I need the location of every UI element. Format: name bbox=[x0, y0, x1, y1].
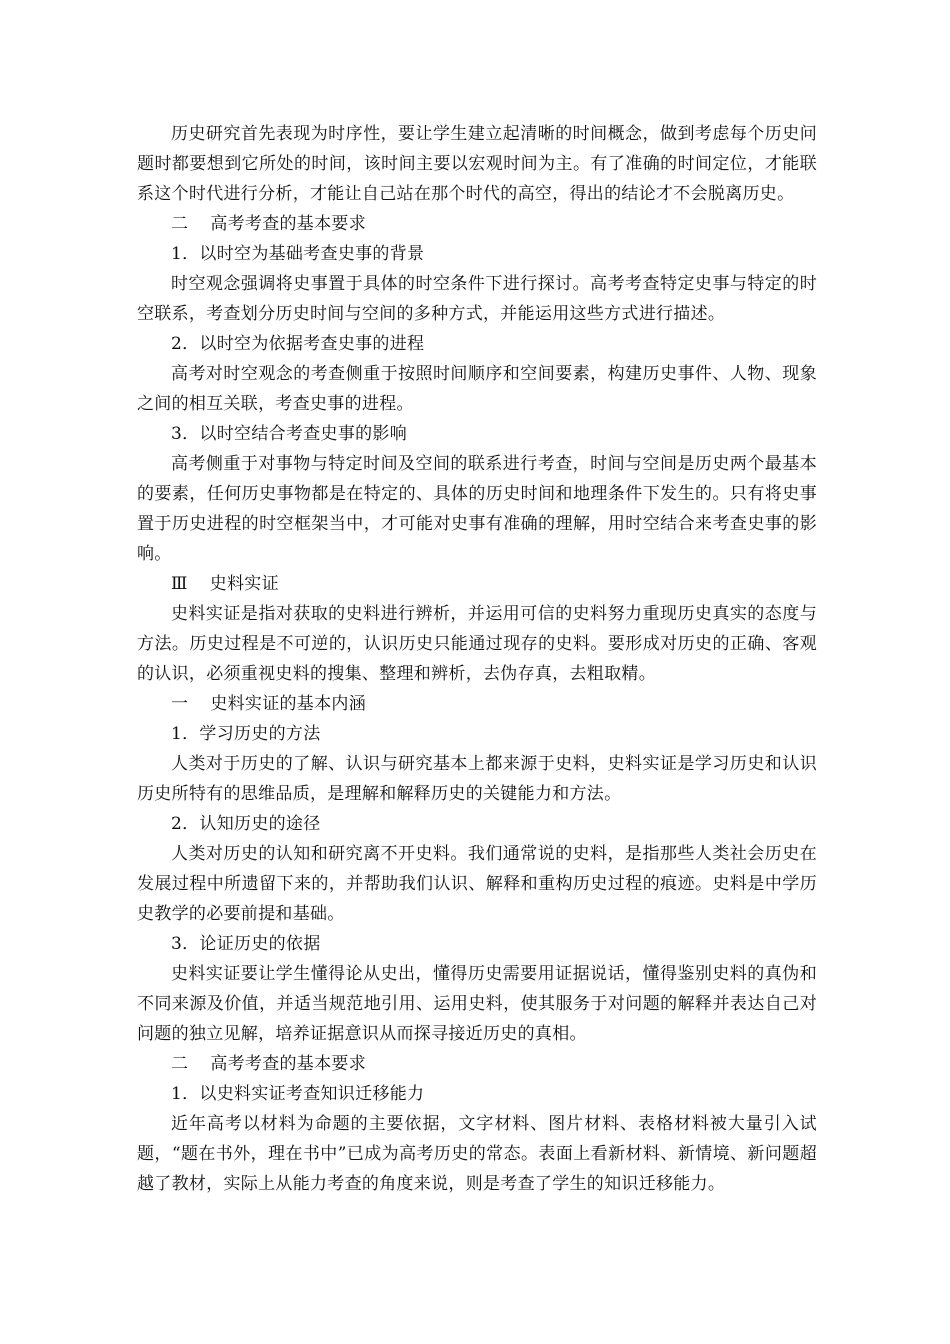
subheading: 1．以史料实证考查知识迁移能力 bbox=[171, 1084, 425, 1104]
paragraph: 史料实证要让学生懂得论从史出，懂得历史需要用证据说话，懂得鉴别史料的真伪和不同来源及价值，并适当规范地引用、运用史料，使其服务于对问题的解释并表达自己对问题的独立见解，培养证据意识从而探寻接近历史的真相。 bbox=[137, 964, 817, 1044]
paragraph: 时空观念强调将史事置于具体的时空条件下进行探讨。高考考查特定史事与特定的时空联系，考查划分历史时间与空间的多种方式，并能运用这些方式进行描述。 bbox=[137, 274, 817, 324]
section-heading bbox=[137, 1049, 817, 1079]
paragraph: 史料实证是指对获取的史料进行辨析，并运用可信的史料努力重现历史真实的态度与方法。历史过程是不可逆的，认识历史只能通过现存的史料。要形成对历史的正确、客观的认识，必须重视史料的搜集、整理和辨析，去伪存真，去粗取精。 bbox=[137, 604, 817, 684]
paragraph: 高考对时空观念的考查侧重于按照时间顺序和空间要素，构建历史事件、人物、现象之间的相互关联，考查史事的进程。 bbox=[137, 364, 817, 414]
subheading: 1．学习历史的方法 bbox=[171, 724, 321, 744]
section-number: 二 bbox=[171, 1054, 189, 1074]
section-title: 高考考查的基本要求 bbox=[210, 214, 367, 234]
subheading: 2．以时空为依据考查史事的进程 bbox=[171, 334, 425, 354]
part-title: 史料实证 bbox=[209, 574, 279, 594]
section-number: 二 bbox=[171, 214, 189, 234]
subheading: 1．以时空为基础考查史事的背景 bbox=[171, 244, 425, 264]
section-heading bbox=[137, 209, 817, 239]
paragraph: 近年高考以材料为命题的主要依据，文字材料、图片材料、表格材料被大量引入试题，“题在书外，理在书中”已成为高考历史的常态。表面上看新材料、新情境、新问题超越了教材，实际上从能力考查的角度来说，则是考查了学生的知识迁移能力。 bbox=[137, 1114, 817, 1194]
paragraph: 历史研究首先表现为时序性，要让学生建立起清晰的时间概念，做到考虑每个历史问题时都要想到它所处的时间，该时间主要以宏观时间为主。有了准确的时间定位，才能联系这个时代进行分析，才能让自己站在那个时代的高空，得出的结论才不会脱离历史。 bbox=[137, 124, 817, 204]
part-heading bbox=[137, 569, 817, 599]
subheading: 2．认知历史的途径 bbox=[171, 814, 321, 834]
section-number: 一 bbox=[171, 694, 189, 714]
section-title: 高考考查的基本要求 bbox=[210, 1054, 367, 1074]
section-heading bbox=[137, 689, 817, 719]
document-body bbox=[137, 119, 817, 1199]
paragraph: 人类对历史的认知和研究离不开史料。我们通常说的史料，是指那些人类社会历史在发展过程中所遗留下来的，并帮助我们认识、解释和重构历史过程的痕迹。史料是中学历史教学的必要前提和基础。 bbox=[137, 844, 817, 924]
subheading: 3．以时空结合考查史事的影响 bbox=[171, 424, 408, 444]
part-number: Ⅲ bbox=[171, 574, 188, 594]
paragraph: 高考侧重于对事物与特定时间及空间的联系进行考查，时间与空间是历史两个最基本的要素，任何历史事物都是在特定的、具体的历史时间和地理条件下发生的。只有将史事置于历史进程的时空框架当中，才可能对史事有准确的理解，用时空结合来考查史事的影响。 bbox=[137, 454, 817, 564]
paragraph: 人类对于历史的了解、认识与研究基本上都来源于史料，史料实证是学习历史和认识历史所特有的思维品质，是理解和解释历史的关键能力和方法。 bbox=[137, 754, 817, 804]
subheading: 3．论证历史的依据 bbox=[171, 934, 321, 954]
section-title: 史料实证的基本内涵 bbox=[210, 694, 367, 714]
